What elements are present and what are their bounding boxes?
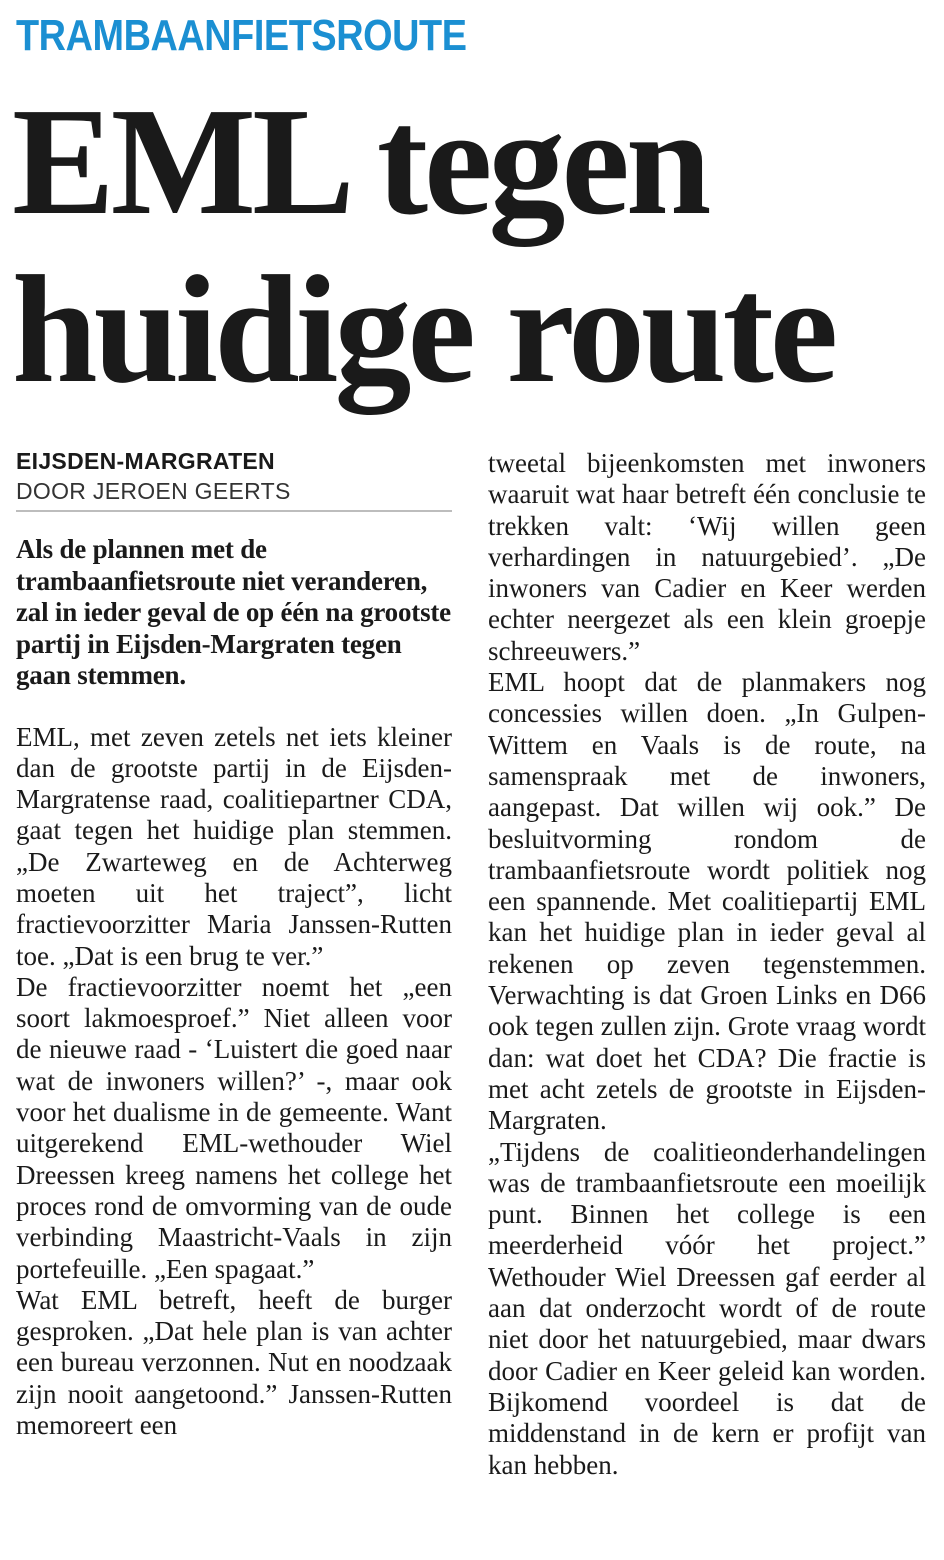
article-column-left <box>16 446 452 1441</box>
body-paragraph: „Tijdens de coalitieonderhandelingen was de trambaanfietsroute een moeilijk punt. Binnen het college is een meerderheid vóór het project.” Wethouder Wiel Dreessen gaf eerder al aan dat onderzocht wordt of de route niet door het natuurgebied, maar dwars door Cadier en Keer geleid kan worden. Bijkomend voordeel is dat de middenstand in de kern er profijt van kan hebben. <box>488 1136 926 1480</box>
headline-line-1: EML tegen <box>12 77 708 247</box>
body-paragraph: tweetal bijeenkomsten met inwoners waaruit wat haar betreft één conclusie te trekken valt: ‘Wij willen geen verhardingen in natuurgebied’. „De inwoners van Cadier en Keer werden echter neergezet als een klein groepje schreeuwers.” <box>488 448 926 666</box>
dateline: EIJSDEN-MARGRATEN <box>16 448 275 474</box>
body-paragraph: EML hoopt dat de planmakers nog concessies willen doen. „In Gulpen-Wittem en Vaals is de route, na samenspraak met de inwoners, aangepast. Dat willen wij ook.” De besluitvorming rondom de trambaanfietsroute wordt politiek nog een spannende. Met coalitiepartij EML kan het huidige plan in ieder geval al rekenen op zeven tegenstemmen. Verwachting is dat Groen Links en D66 ook tegen zullen zijn. Grote vraag wordt dan: wat doet het CDA? Die fractie is met acht zetels de grootste in Eijsden-Margraten. <box>488 667 926 1136</box>
body-paragraph: Wat EML betreft, heeft de burger gesproken. „Dat hele plan is van achter een bureau verzonnen. Nut en noodzaak zijn nooit aangetoond.” Janssen-Rutten memoreert een <box>16 1284 452 1441</box>
byline: DOOR JEROEN GEERTS <box>16 478 291 504</box>
kicker: TRAMBAANFIETSROUTE <box>16 11 467 60</box>
headline-line-2: huidige route <box>12 245 835 415</box>
byline-divider <box>16 510 452 512</box>
article-column-right <box>488 448 926 1481</box>
lead-paragraph: Als de plannen met de trambaanfietsroute niet veranderen, zal in ieder geval de op één na grootste partij in Eijsden-Margraten tegen gaan stemmen. <box>16 534 451 690</box>
body-paragraph: De fractievoorzitter noemt het „een soort lakmoesproef.” Niet alleen voor de nieuwe raad - ‘Luistert die goed naar wat de inwoners willen?’ -, maar ook voor het dualisme in de gemeente. Want uitgerekend EML-wethouder Wiel Dreessen kreeg namens het college het proces rond de omvorming van de oude verbinding Maastricht-Vaals in zijn portefeuille. „Een spagaat.” <box>16 971 452 1284</box>
body-paragraph: EML, met zeven zetels net iets kleiner dan de grootste partij in de Eijsden-Margratense raad, coalitiepartner CDA, gaat tegen het huidige plan stemmen. „De Zwarteweg en de Achterweg moeten uit het traject”, licht fractievoorzitter Maria Janssen-Rutten toe. „Dat is een brug te ver.” <box>16 721 452 971</box>
headline <box>12 78 932 414</box>
